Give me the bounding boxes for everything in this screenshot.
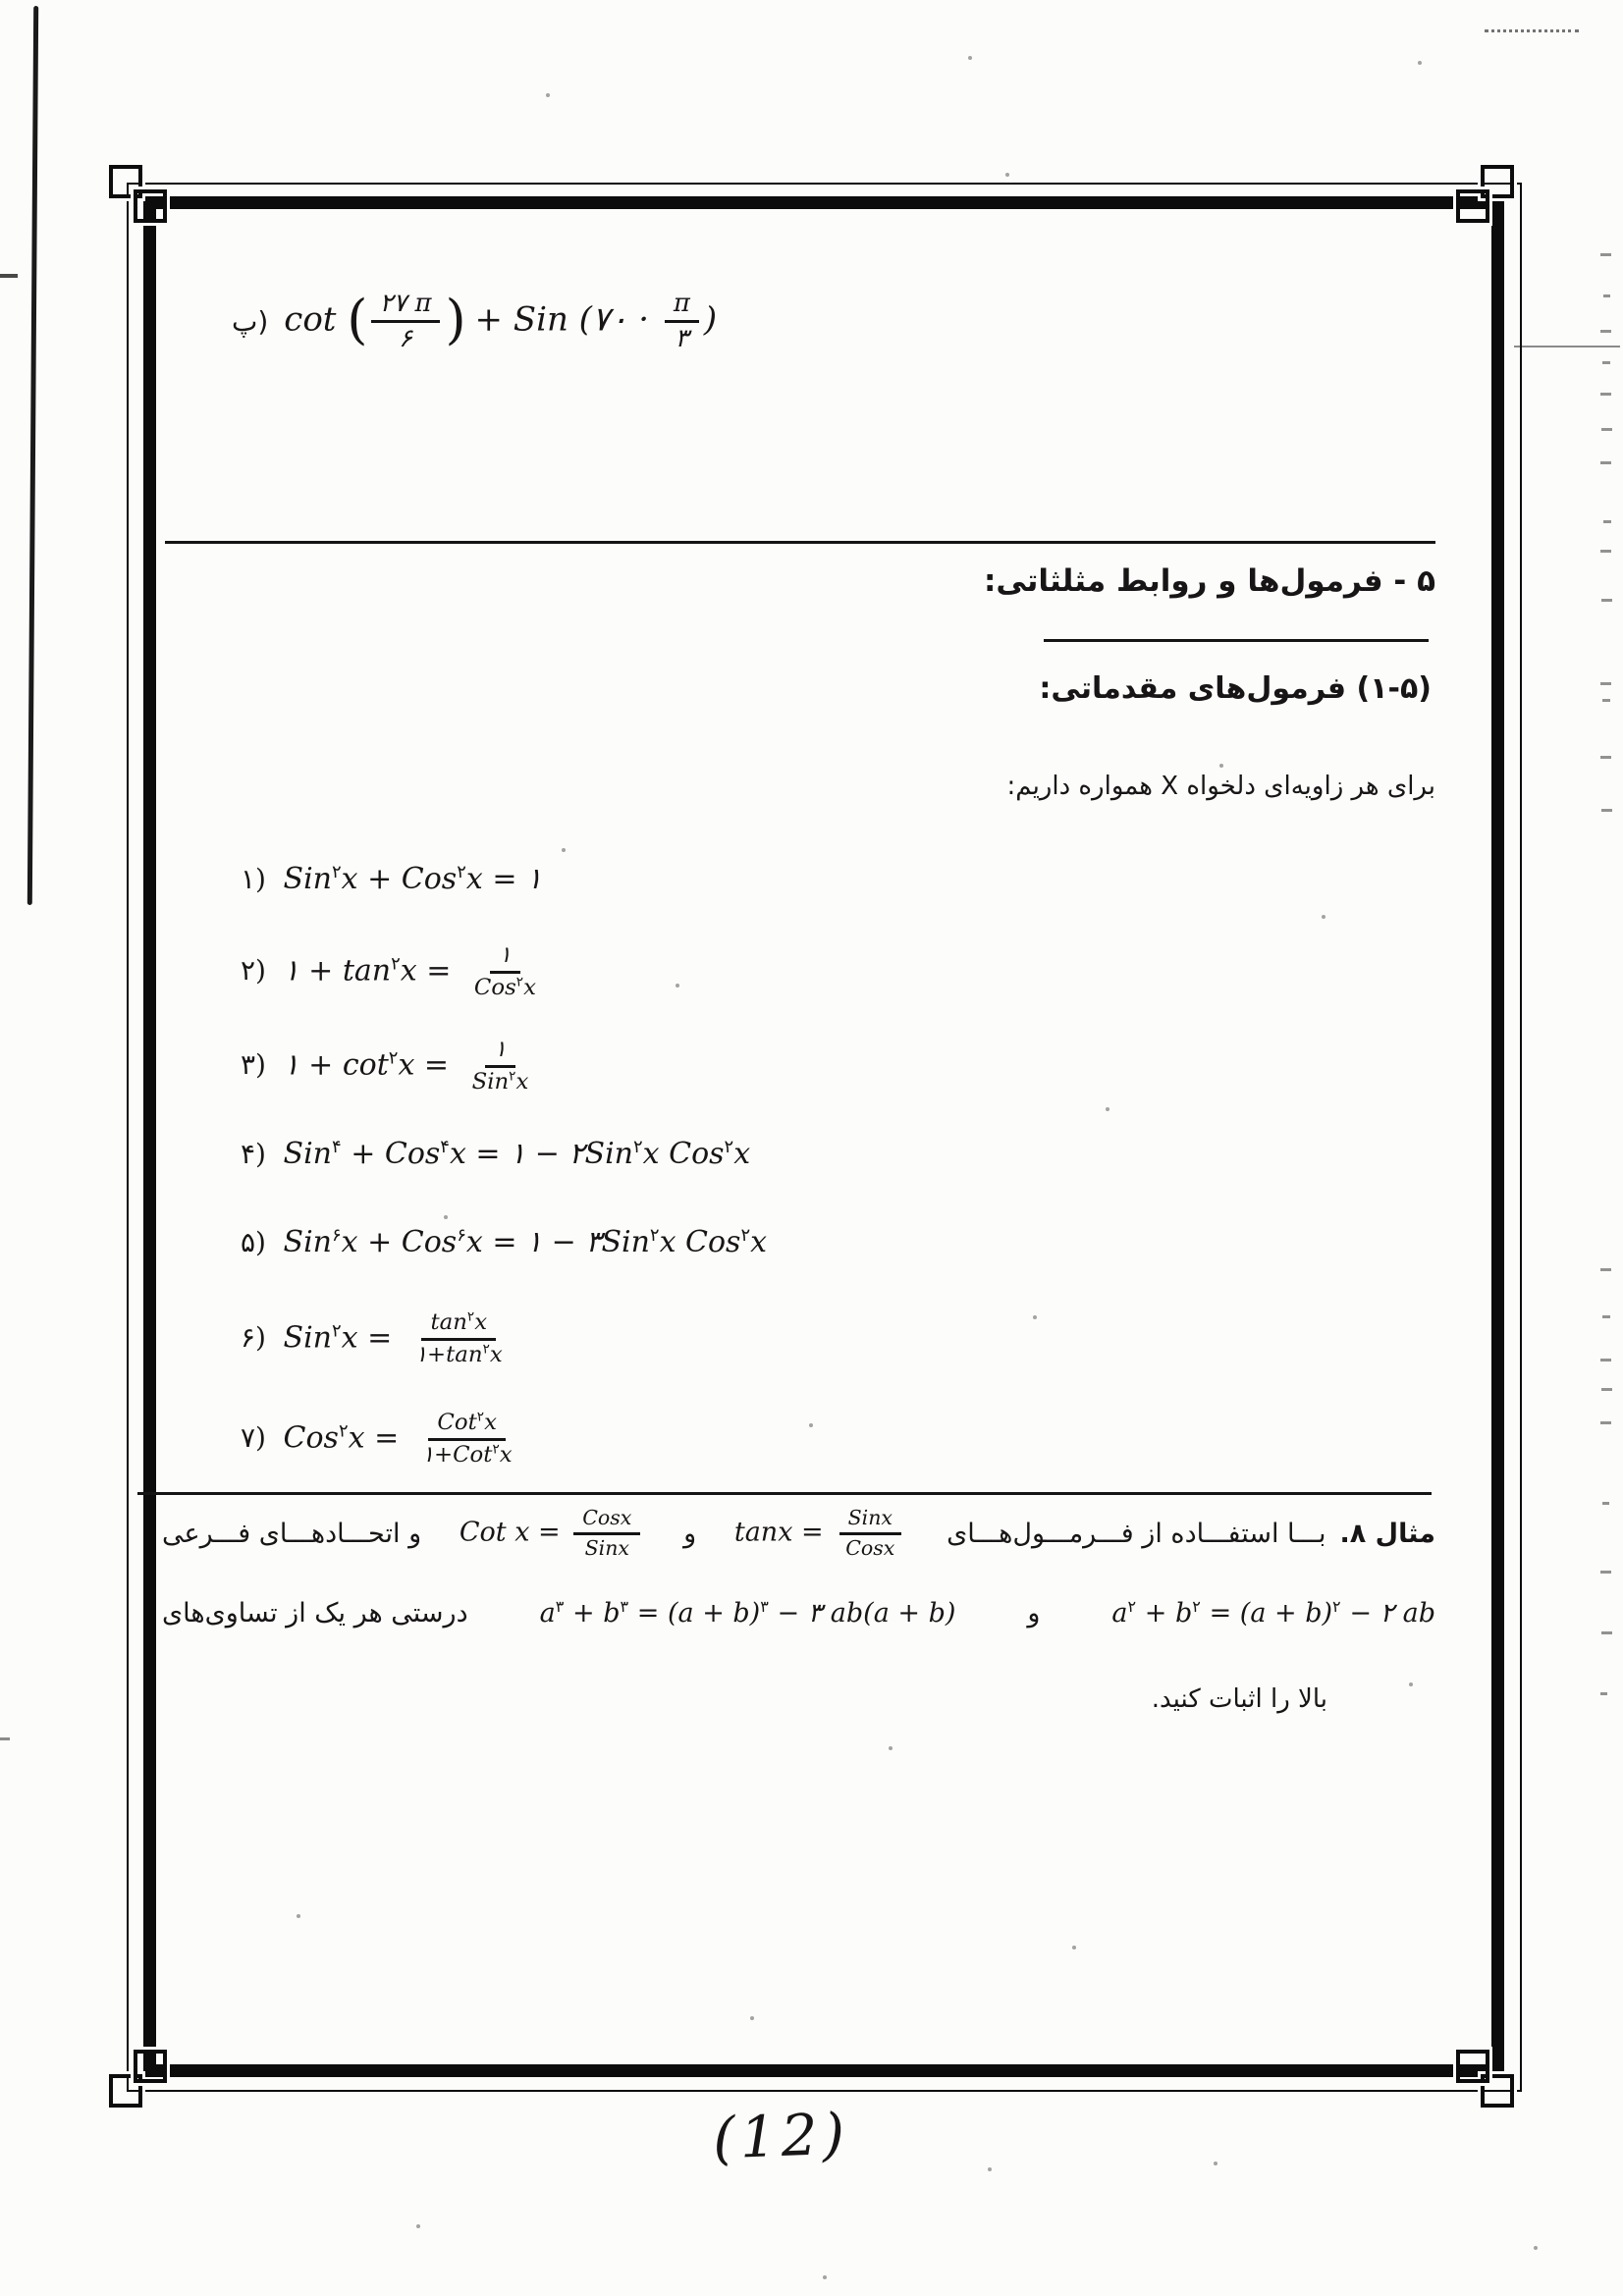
example-text: بـــا استفـــاده از فـــرمـــول‌هـــای (947, 1518, 1326, 1549)
formula-row-1 (241, 862, 542, 896)
example-intro-group (947, 1519, 1435, 1549)
formula-math: Sin$^۲$x = $\frac{\tan^۲x}{۱+\tan^۲x}$ (283, 1308, 503, 1367)
cot-definition: Cot x = Cosx Sinx (460, 1508, 646, 1559)
formula-number: ۷) (241, 1421, 266, 1455)
formula-math: ۱ + $\tan^۲x$ = ۱ Cos$^۲$x (283, 942, 536, 1000)
formula-number: ۴) (241, 1138, 266, 1170)
frame-corner-ornament (134, 2050, 167, 2083)
heading-underline (1044, 639, 1429, 642)
formula-number: ۳) (241, 1048, 266, 1082)
formula-math: Sin$^۲$x + Cos$^۲$x = ۱ (283, 862, 543, 896)
tan-definition: tanx = Sinx Cosx (734, 1508, 909, 1559)
formula-math: Cos$^۲$x = Cot$^۲$x ۱+Cot$^۲$x (283, 1409, 513, 1468)
section-heading-trig-formulas: ۵ - فرمول‌ها و روابط مثلثاتی: (983, 563, 1435, 599)
cube-identity: $a^۳ + b^۳ = (a + b)^۳$ − ۳ ab(a + b) (539, 1597, 956, 1629)
formula-row-5 (241, 1225, 767, 1259)
formula-number: ۶) (241, 1321, 266, 1355)
example-line-3: بالا را اثبات کنید. (1151, 1684, 1327, 1714)
conjunction: و (1027, 1598, 1041, 1629)
formula-row-6 (241, 1308, 516, 1367)
formula-row-4 (241, 1137, 750, 1171)
square-identity: $a^۲ + b^۲ = (a + b)^۲$ − ۲ ab (1111, 1597, 1435, 1629)
edge-mark (1485, 29, 1579, 32)
exercise-part-p-formula (232, 291, 717, 352)
edge-mark (1514, 346, 1620, 347)
formula-math: Sin$^۶$x + Cos$^۶$x = ۱ − ۳Sin$^۲$x Cos$^۲$x (283, 1225, 768, 1259)
page-number: (12) (711, 2100, 851, 2172)
formula-number: ۱) (241, 863, 266, 895)
formula-math: Sin$^۴$ + Cos$^۴$x = ۱ − ۲Sin$^۲$x Cos$^۲$x (283, 1137, 751, 1171)
frame-corner-ornament (1456, 189, 1489, 223)
exercise-part-label: پ) (232, 305, 269, 339)
formula-math: ۱ + $\cot^۲x$ = ۱ Sin$^۲$x (283, 1037, 529, 1095)
example-line-1 (162, 1508, 1435, 1559)
section-divider-top (165, 541, 1435, 544)
frame-corner-ornament (1456, 2050, 1489, 2083)
example-text: درستی هر یک از تساوی‌های (162, 1598, 468, 1629)
conjunction: و (683, 1518, 697, 1549)
binding-scan-line (27, 6, 38, 905)
intro-sentence: برای هر زاویه‌ای دلخواه X همواره داریم: (1006, 772, 1435, 801)
subsection-heading-basic-formulas: (۱-۵) فرمول‌های مقدماتی: (1039, 671, 1432, 706)
edge-mark (0, 274, 18, 278)
formula-row-7 (241, 1409, 526, 1468)
cot-sin-expression: cot ( ۲۷ π ۶ ) + Sin (۷۰ · π ۳ ) (284, 289, 718, 354)
formula-row-2 (241, 944, 550, 1000)
formula-number: ۵) (241, 1226, 266, 1258)
formula-row-3 (241, 1039, 542, 1095)
frame-corner-ornament (134, 189, 167, 223)
formula-number: ۲) (241, 954, 266, 988)
edge-mark (0, 1737, 10, 1740)
example-text: و اتحـــادهـــای فـــرعی (162, 1518, 422, 1549)
example-title: مثال ۸. (1339, 1518, 1435, 1549)
section-divider-example (137, 1492, 1432, 1495)
example-line-2 (162, 1598, 1435, 1629)
